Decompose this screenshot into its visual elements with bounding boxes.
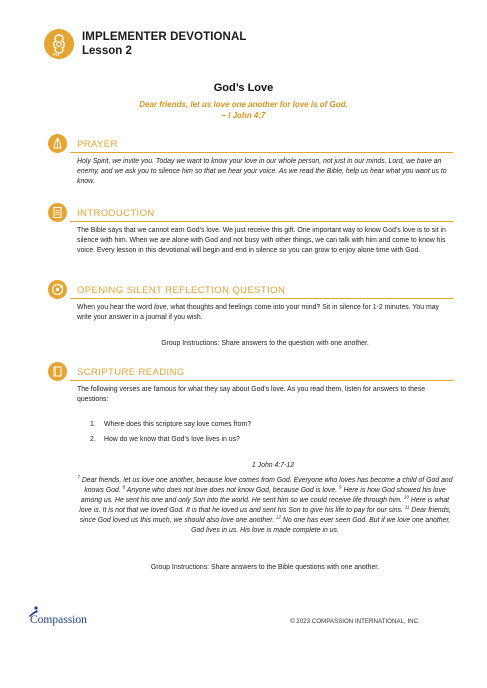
logo-label: PLI — [53, 52, 60, 57]
section-title-reflection: OPENING SILENT REFLECTION QUESTION — [77, 285, 286, 296]
scripture-reference: 1 John 4:7-12 — [251, 462, 295, 469]
book-icon — [48, 362, 67, 381]
scripture-passage: $^7$ Dear friends, let us love one another, because love comes from God. Everyone who loves has become a child of God and knows God. $^8$ Anyone who does not love does not know God, because God is love. $^9$ Here is how God showed his love among us. He sent his one and only Son into the world. He sent him so we could receive life through him. $^{10}$ Here is what love is. It is not that we loved God. It is that he loved us and sent his Son to give his life to pay for our sins. $^{11}$ Dear friends, since God loved us this much, we should also love one another. $^{12}$ No one has ever seen God. But if we love one another, God lives in us. His love is made complete in us. — [77, 474, 453, 534]
document-icon — [48, 203, 67, 222]
cycle-icon — [48, 280, 67, 299]
key-verse — [0, 99, 487, 121]
key-verse-reference: – I John 4:7 — [221, 111, 266, 120]
section-divider — [70, 380, 453, 381]
scripture-group-instructions: Group Instructions: Share answers to the Bible questions with one another. — [150, 564, 380, 571]
compassion-logo-text: Compassion — [30, 614, 87, 626]
praying-hands-icon — [48, 134, 67, 153]
page-title: God’s Love — [213, 82, 274, 94]
prayer-text: Holy Spirit, we invite you. Today we want to know your love in our whole person, not just in our minds. Lord, we have an enemy, and we ask you to silence him so that we hear your voice. As we read the Bible, help us hear what you want us to know. — [77, 158, 447, 185]
section-divider — [70, 221, 453, 222]
copyright: © 2023 COMPASSION INTERNATIONAL, INC. — [290, 618, 420, 625]
list-item: 1. Where does this scripture say love comes from? — [90, 421, 252, 428]
section-divider — [70, 152, 453, 153]
reflection-group-instructions: Group Instructions: Share answers to the question with one another. — [161, 340, 369, 347]
section-title-scripture: SCRIPTURE READING — [77, 367, 185, 378]
lesson-number: Lesson 2 — [82, 45, 132, 57]
section-title-prayer: PRAYER — [77, 139, 118, 150]
list-item: 2. How do we know that God’s love lives in us? — [90, 436, 240, 443]
section-title-introduction: INTRODUCTION — [77, 208, 155, 219]
scripture-intro: The following verses are famous for what they say about God’s love. As you read them, listen for answers to these questions: — [77, 386, 426, 403]
reflection-text: When you hear the word love, what thoughts and feelings come into your mind? Sit in silence for 1-2 minutes. You may write your answer in a journal if you wish. — [77, 304, 439, 321]
introduction-text: The Bible says that we cannot earn God’s love. We just receive this gift. One important way to know God’s love is to sit in silence with him. When we are alone with God and not busy with other things, we can talk with him and come to know his voice. Every lesson in this devotional will begin and end in silence so you can grow to enjoy alone time with God. — [77, 227, 446, 254]
key-verse-text: Dear friends, let us love one another for love is of God. — [139, 100, 348, 109]
devotional-title: IMPLEMENTER DEVOTIONAL — [82, 31, 247, 43]
section-divider — [70, 298, 453, 299]
